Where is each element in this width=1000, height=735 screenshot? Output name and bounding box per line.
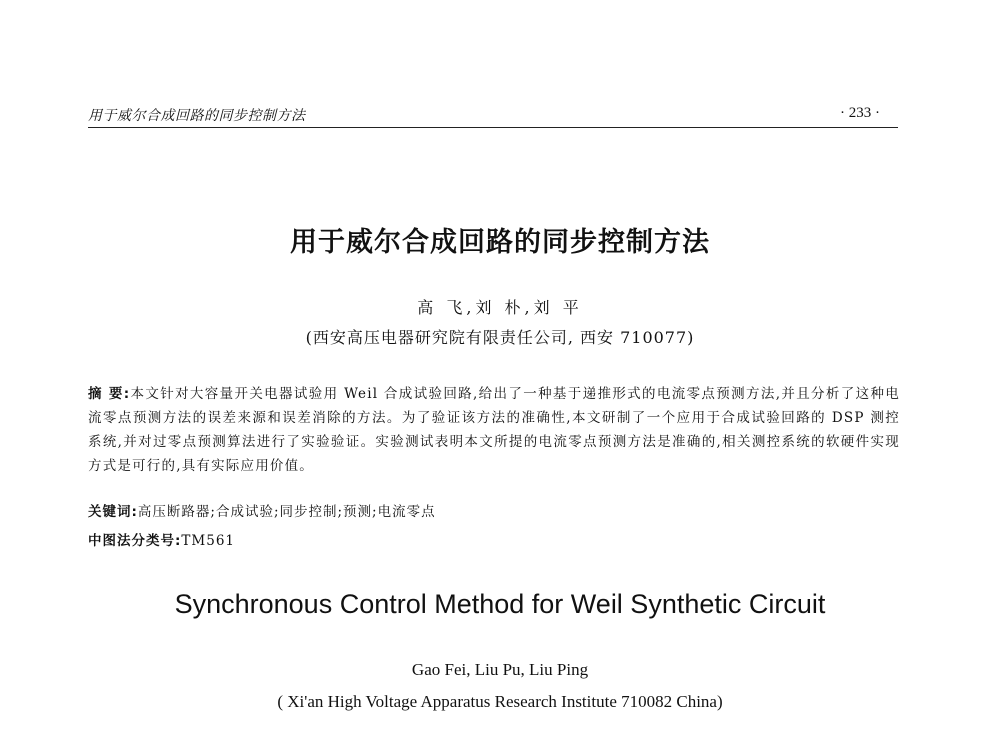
english-affiliation: ( Xi'an High Voltage Apparatus Research Institute 710082 China)	[277, 692, 723, 711]
classification-code: TM561	[181, 533, 236, 549]
page-number: · 233 ·	[840, 105, 880, 121]
chinese-title: 用于威尔合成回路的同步控制方法	[290, 227, 710, 258]
keywords	[88, 500, 436, 520]
chinese-affiliation: (西安高压电器研究院有限责任公司, 西安 710077)	[305, 328, 695, 347]
abstract	[88, 382, 900, 478]
running-title: 用于威尔合成回路的同步控制方法	[88, 108, 306, 124]
chinese-authors: 高 飞,刘 朴,刘 平	[417, 298, 583, 317]
english-title: Synchronous Control Method for Weil Synthetic Circuit	[174, 589, 826, 619]
keywords-label: 关键词:	[88, 504, 138, 520]
keywords-text: 高压断路器;合成试验;同步控制;预测;电流零点	[137, 504, 436, 520]
abstract-text: 本文针对大容量开关电器试验用 Weil 合成试验回路,给出了一种基于递推形式的电流零点预测方法,并且分析了这种电流零点预测方法的误差来源和误差消除的方法。为了验证该方法的准确性,本文研制了一个应用于合成试验回路的 DSP 测控系统,并对过零点预测算法进行了实验验证。实验测试表明本文所提的电流零点预测方法是准确的,相关测控系统的软硬件实现方式是可行的,具有实际应用价值。	[88, 386, 900, 474]
english-authors: Gao Fei, Liu Pu, Liu Ping	[411, 660, 589, 679]
abstract-label: 摘 要:	[88, 386, 131, 402]
classification-label: 中图法分类号:	[88, 533, 182, 549]
classification	[88, 529, 235, 549]
running-header	[88, 103, 898, 128]
